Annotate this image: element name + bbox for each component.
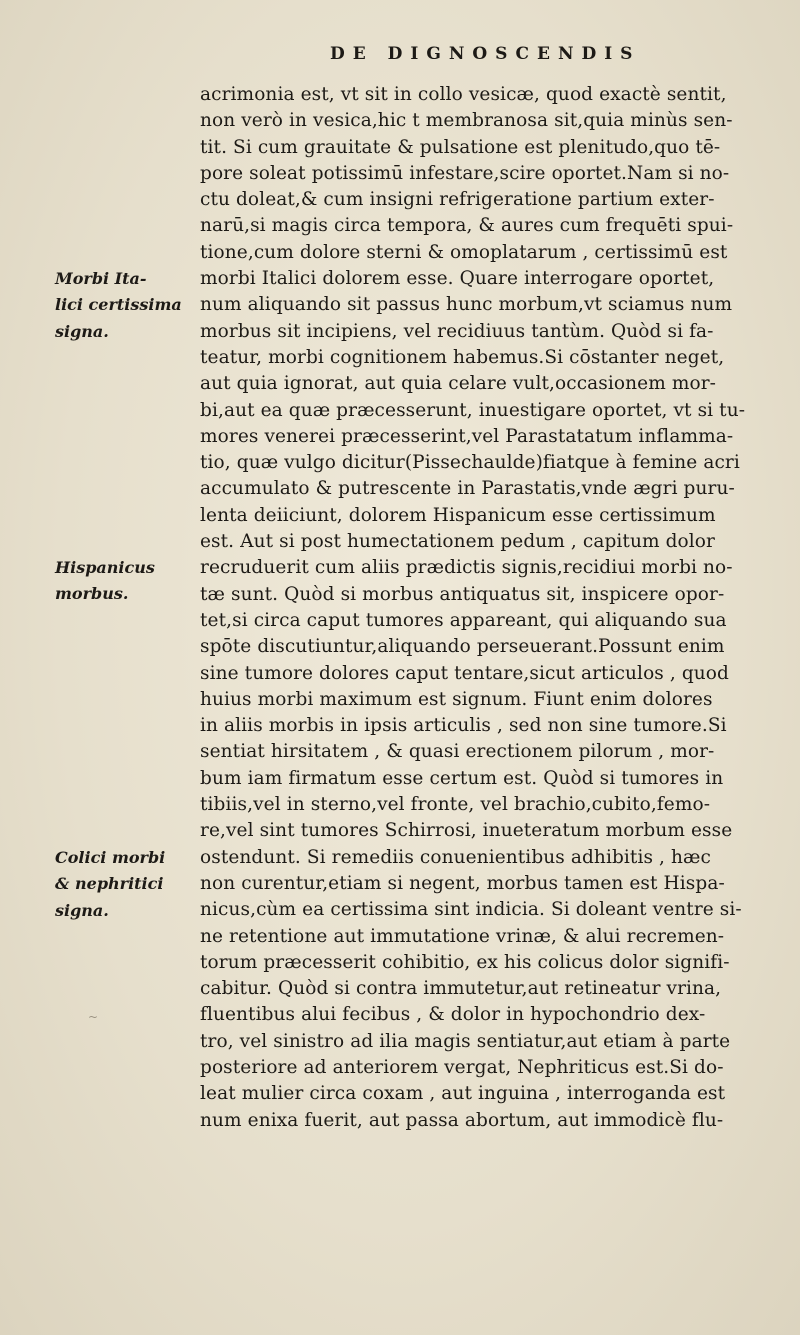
text-line: morbus sit incipiens, vel recidiuus tantùm. Quòd si fa-: [200, 320, 714, 342]
margin-note-line: Hispanicus: [55, 558, 155, 577]
text-line: accumulato & putrescente in Parastatis,vnde ægri puru-: [200, 478, 735, 500]
text-line: teatur, morbi cognitionem habemus.Si cōstanter neget,: [200, 346, 725, 368]
text-line: sentiat hirsitatem , & quasi erectionem pilorum , mor-: [200, 741, 715, 763]
text-line: recruduerit cum aliis prædictis signis,recidiui morbi no-: [200, 557, 733, 579]
text-line: re,vel sint tumores Schirrosi, inueteratum morbum esse: [200, 820, 733, 842]
text-line: ne retentione aut immutatione vrinæ, & alui recremen-: [200, 925, 725, 947]
text-line: torum præcesserit cohibitio, ex his colicus dolor signifi-: [200, 951, 730, 973]
stray-ink-mark: ~: [88, 1010, 99, 1024]
text-line: aut quia ignorat, aut quia celare vult,occasionem mor-: [200, 373, 716, 395]
text-line: bum iam firmatum esse certum est. Quòd si tumores in: [200, 767, 724, 789]
text-line: num aliquando sit passus hunc morbum,vt sciamus num: [200, 294, 733, 316]
text-line: huius morbi maximum est signum. Fiunt enim dolores: [200, 688, 713, 710]
text-line: tit. Si cum grauitate & pulsatione est plenitudo,quo tē-: [200, 136, 721, 158]
text-line: leat mulier circa coxam , aut inguina , interroganda est: [200, 1083, 726, 1105]
text-line: posteriore ad anteriorem vergat, Nephriticus est.Si do-: [200, 1056, 724, 1078]
margin-note-italian-disease: [55, 266, 205, 345]
text-line: non curentur,etiam si negent, morbus tamen est Hispa-: [200, 872, 725, 894]
text-line: cabitur. Quòd si contra immutetur,aut retineatur vrina,: [200, 978, 722, 1000]
text-line: num enixa fuerit, aut passa abortum, aut immodicè flu-: [200, 1109, 724, 1131]
margin-note-line: lici certissima: [55, 295, 182, 315]
text-line: ostendunt. Si remediis conuenientibus adhibitis , hæc: [200, 846, 711, 868]
text-line: spōte discutiuntur,aliquando perseuerant.Possunt enim: [200, 636, 725, 658]
text-line: nicus,cùm ea certissima sint indicia. Si doleant ventre si-: [200, 899, 742, 921]
margin-note-line: signa.: [55, 900, 109, 920]
text-line: fluentibus alui fecibus , & dolor in hypochondrio dex-: [200, 1004, 706, 1026]
text-line: mores venerei præcesserint,vel Parastatatum inflamma-: [200, 425, 734, 447]
text-line: non verò in vesica,hic t membranosa sit,quia minùs sen-: [200, 110, 733, 132]
margin-note-spanish-disease: [55, 555, 205, 608]
text-line: tione,cum dolore sterni & omoplatarum , certissimū est: [200, 241, 728, 263]
text-line: pore soleat potissimū infestare,scire oportet.Nam si no-: [200, 162, 730, 184]
margin-note-colic-nephritic: [55, 845, 205, 924]
body-text: [200, 82, 785, 1134]
margin-note-line: & nephritici: [55, 874, 164, 894]
text-line: acrimonia est, vt sit in collo vesicæ, quod exactè sentit,: [200, 84, 727, 105]
margin-note-line: signa.: [55, 321, 109, 341]
text-line: sine tumore dolores caput tentare,sicut articulos , quod: [200, 662, 729, 684]
text-line: est. Aut si post humectationem pedum , capitum dolor: [200, 531, 715, 553]
text-line: tio, quæ vulgo dicitur(Pissechaulde)fiatque à femine acri: [200, 452, 740, 474]
text-line: narū,si magis circa tempora, & aures cum frequēti spui-: [200, 215, 734, 237]
text-line: tro, vel sinistro ad ilia magis sentiatur,aut etiam à parte: [200, 1030, 731, 1052]
margin-note-line: Morbi Ita-: [55, 269, 147, 288]
margin-note-line: Colici morbi: [55, 848, 166, 867]
running-head: DE DIGNOSCENDIS: [330, 44, 641, 64]
text-line: tibiis,vel in sterno,vel fronte, vel brachio,cubito,femo-: [200, 794, 711, 816]
margin-note-line: morbus.: [55, 584, 129, 604]
text-line: lenta deiiciunt, dolorem Hispanicum esse certissimum: [200, 504, 716, 526]
text-line: bi,aut ea quæ præcesserunt, inuestigare oportet, vt si tu-: [200, 399, 746, 421]
text-line: tæ sunt. Quòd si morbus antiquatus sit, inspicere opor-: [200, 583, 725, 605]
text-line: ctu doleat,& cum insigni refrigeratione partium exter-: [200, 189, 715, 211]
text-line: in aliis morbis in ipsis articulis , sed non sine tumore.Si: [200, 715, 727, 737]
text-line: tet,si circa caput tumores appareant, qui aliquando sua: [200, 609, 727, 631]
text-line: morbi Italici dolorem esse. Quare interrogare oportet,: [200, 268, 715, 290]
